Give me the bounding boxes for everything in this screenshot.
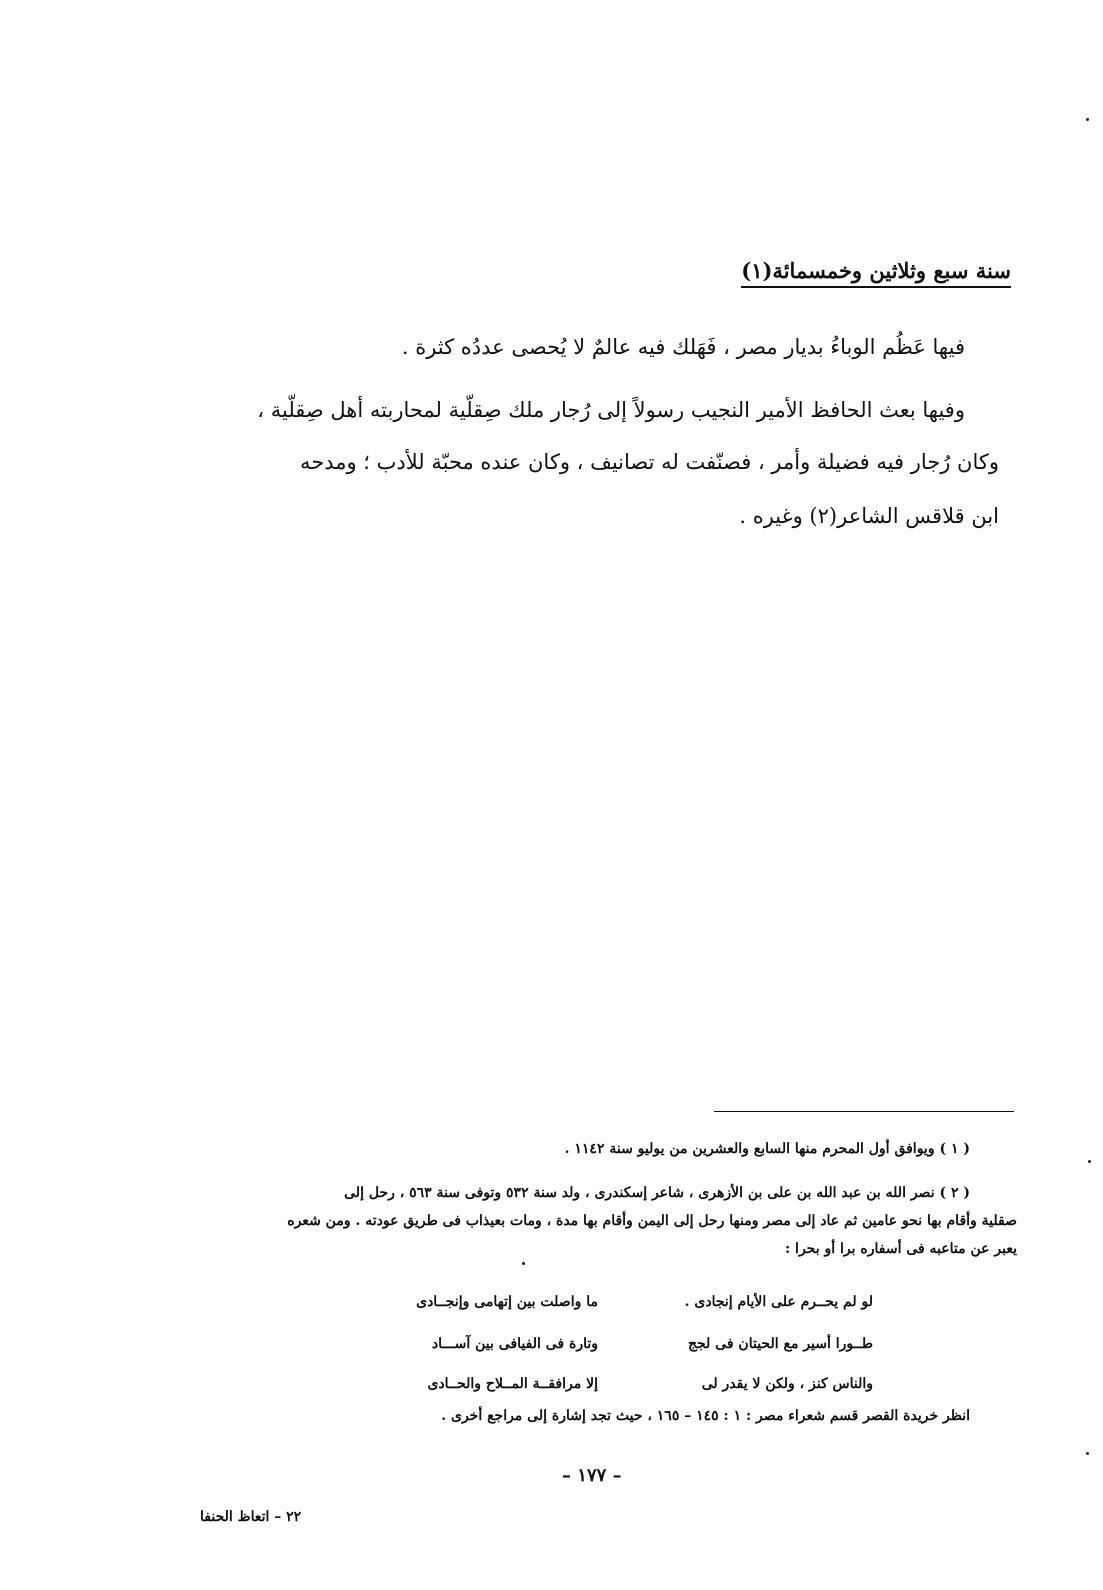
footnote-2-line-2: صقلية وأقام بها نحو عامين ثم عاد إلى مصر ومنها رحل إلى اليمن وأقام بها مدة ، ومات بعيذاب فى طريق عودته . ومن شعره	[287, 1213, 1017, 1229]
paragraph-2-line-1: وفيها بعث الحافظ الأمير النجيب رسولاً إلى رُجار ملك صِقلّية لمحاربته أهل صِقلّية ،	[257, 398, 965, 422]
section-heading: سنة سبع وثلاثين وخمسمائة(١)	[741, 258, 1011, 288]
footnote-divider	[714, 1111, 1014, 1112]
footnote-1: ( ١ ) ويوافق أول المحرم منها السابع والعشرين من يوليو سنة ١١٤٢ .	[564, 1141, 970, 1157]
paragraph-1: فيها عَظُم الوباءُ بديار مصر ، فَهَلك فيه عالمٌ لا يُحصى عددُه كثرة .	[401, 335, 965, 359]
verse-1-first-hemistich: لو لم يحــرم على الأيام إنجادى .	[684, 1294, 873, 1310]
scan-speck	[1088, 1160, 1091, 1163]
paragraph-2-line-3: ابن قلاقس الشاعر(٢) وغيره .	[739, 504, 999, 528]
footnote-reference: انظر خريدة القصر قسم شعراء مصر : ١ : ١٤٥ – ١٦٥ ، حيث تجد إشارة إلى مراجع أخرى .	[441, 1408, 970, 1424]
page-number: – ١٧٧ –	[562, 1465, 622, 1486]
verse-2-first-hemistich: طــورا أسير مع الحيتان فى لجج	[687, 1336, 873, 1352]
printer-signature: ٢٢ – اتعاظ الحنفا	[200, 1509, 302, 1525]
footnote-2-line-3: يعبر عن متاعبه فى أسفاره برا أو بحرا :	[785, 1241, 1017, 1257]
scan-speck	[1086, 1452, 1089, 1455]
verse-3-first-hemistich: والناس كنز ، ولكن لا يقدر لى	[701, 1376, 873, 1392]
scan-speck	[1086, 118, 1089, 121]
footnote-2-line-1: ( ٢ ) نصر الله بن عبد الله بن على بن الأزهرى ، شاعر إسكندرى ، ولد سنة ٥٣٢ وتوفى سنة ٥٦٣ ، رحل إلى	[344, 1185, 970, 1201]
verse-2-second-hemistich: وتارة فى الفيافى بين آســـاد	[431, 1336, 598, 1352]
verse-3-second-hemistich: إلا مرافقــة المــلاح والحــادى	[427, 1376, 598, 1392]
verse-1-second-hemistich: ما واصلت بين إتهامى وإنجــادى	[416, 1294, 598, 1310]
paragraph-2-line-2: وكان رُجار فيه فضيلة وأمر ، فصنّفت له تصانيف ، وكان عنده محبّة للأدب ؛ ومدحه	[299, 450, 999, 474]
scan-speck	[522, 1262, 525, 1265]
